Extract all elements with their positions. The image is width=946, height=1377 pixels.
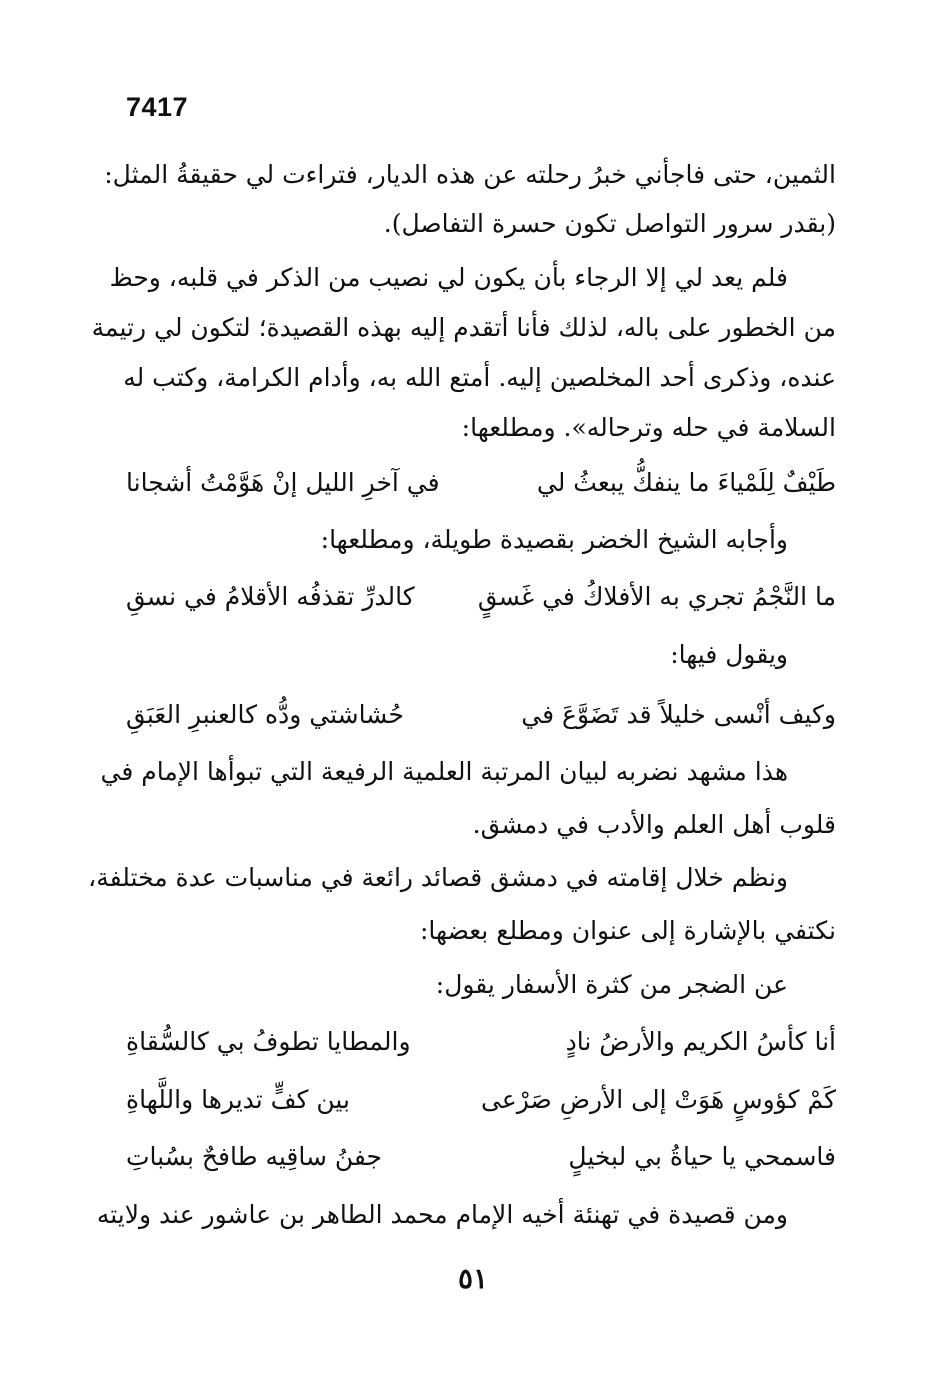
body-line-3: فلم يعد لي إلا الرجاء بأن يكون لي نصيب من الذكر في قلبه، وحظ [109, 263, 788, 292]
verse-1-second-hemistich: في آخرِ الليل إنْ هَوَّمْتُ أشجانا [126, 468, 440, 497]
verse-1-first-hemistich: طَيْفٌ لِلَمْياءَ ما ينفكُّ يبعثُ لي [536, 468, 836, 497]
travel-verse-3 [110, 1137, 836, 1177]
verse-3 [110, 695, 836, 735]
travel-verse-3-first-hemistich: فاسمحي يا حياةُ بي لبخيلٍ [568, 1142, 836, 1171]
page-body [88, 0, 836, 1377]
verse-2-first-hemistich: ما النَّجْمُ تجري به الأفلاكُ في غَسقٍ [477, 582, 836, 611]
travel-verse-1-second-hemistich: والمطايا تطوفُ بي كالسُّقاةِ [126, 1027, 411, 1056]
scene-para-line-2: قلوب أهل العلم والأدب في دمشق. [472, 810, 836, 839]
travel-verse-3-second-hemistich: جفنُ ساقِيه طافحٌ بسُباتِ [126, 1142, 382, 1171]
reply-intro-line: وأجابه الشيخ الخضر بقصيدة طويلة، ومطلعها: [320, 525, 788, 554]
travel-verse-1 [110, 1022, 836, 1062]
page-number: ٥١ [457, 1262, 489, 1295]
verse-2 [110, 577, 836, 617]
poems-para-line-1: ونظم خلال إقامته في دمشق قصائد رائعة في مناسبات عدة مختلفة، [88, 863, 788, 892]
poems-para-line-2: نكتفي بالإشارة إلى عنوان ومطلع بعضها: [420, 916, 836, 945]
travel-verse-1-first-hemistich: أنا كأسُ الكريم والأرضُ نادٍ [565, 1027, 836, 1056]
archive-page-id: 7417 [126, 92, 189, 122]
last-line: ومن قصيدة في تهنئة أخيه الإمام محمد الطاهر بن عاشور عند ولايته [96, 1200, 788, 1229]
travel-intro-line: عن الضجر من كثرة الأسفار يقول: [435, 970, 788, 999]
says-intro-line: ويقول فيها: [670, 640, 788, 669]
body-line-2: (بقدر سرور التواصل تكون حسرة التفاصل). [383, 209, 836, 238]
verse-3-second-hemistich: حُشاشتي ودُّه كالعنبرِ العَبَقِ [126, 700, 404, 729]
travel-verse-2-first-hemistich: كَمْ كؤوسٍ هَوَتْ إلى الأرضِ صَرْعى [481, 1085, 836, 1114]
verse-2-second-hemistich: كالدرِّ تقذفُه الأقلامُ في نسقِ [126, 582, 415, 611]
body-line-5: عنده، وذكرى أحد المخلصين إليه. أمتع الله به، وأدام الكرامة، وكتب له [123, 363, 836, 392]
verse-3-first-hemistich: وكيف أنْسى خليلاً قد تَضَوَّعَ في [521, 700, 836, 729]
body-line-6: السلامة في حله وترحاله». ومطلعها: [461, 413, 836, 442]
verse-1 [110, 463, 836, 503]
travel-verse-2 [110, 1080, 836, 1120]
body-line-4: من الخطور على باله، لذلك فأنا أتقدم إليه بهذه القصيدة؛ لتكون لي رتيمة [91, 313, 836, 342]
travel-verse-2-second-hemistich: بين كفٍّ تديرها واللَّهاةِ [126, 1085, 350, 1114]
body-line-1: الثمين، حتى فاجأني خبرُ رحلته عن هذه الديار، فتراءت لي حقيقةُ المثل: [104, 160, 836, 189]
scene-para-line-1: هذا مشهد نضربه لبيان المرتبة العلمية الرفيعة التي تبوأها الإمام في [100, 757, 788, 786]
